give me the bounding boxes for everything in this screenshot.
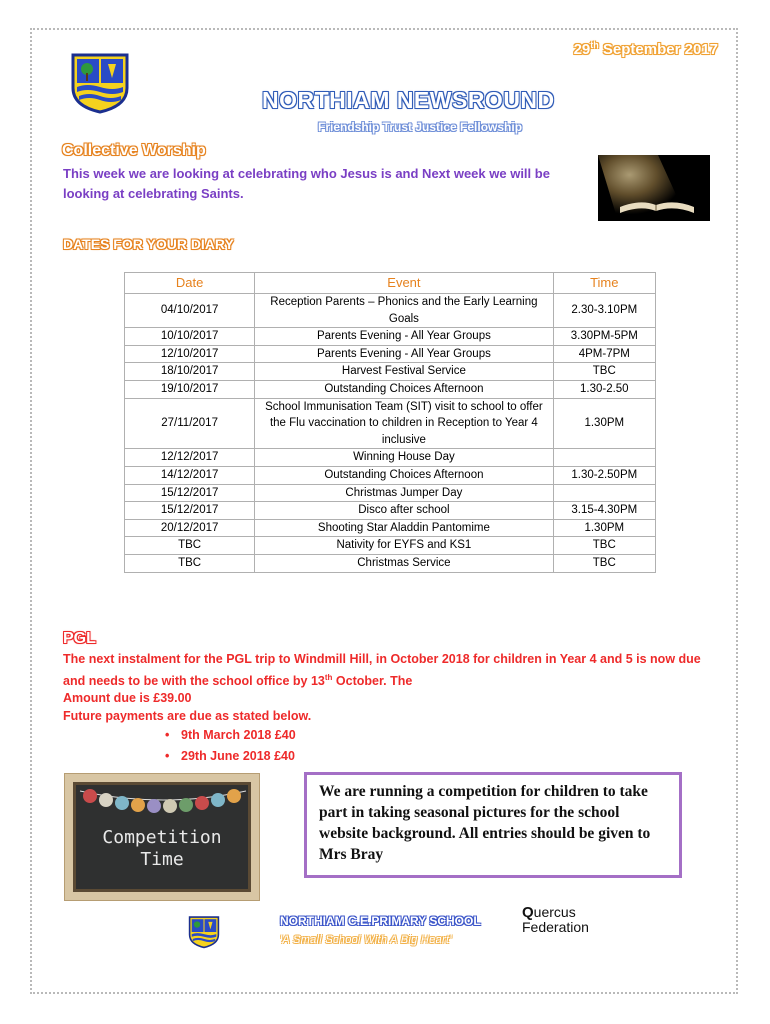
cell-time: TBC [553,363,655,381]
cell-event: Winning House Day [255,449,553,467]
table-row [125,466,656,484]
cell-event: Outstanding Choices Afternoon [255,380,553,398]
cell-event: Shooting Star Aladdin Pantomime [255,519,553,537]
cell-event: Nativity for EYFS and KS1 [255,537,553,555]
diary-table [124,272,656,573]
cell-time: 3.15-4.30PM [553,502,655,520]
column-header-date: Date [125,273,255,294]
cell-event: School Immunisation Team (SIT) visit to school to offer the Flu vaccination to children in Reception to Year 4 inclusive [255,398,553,449]
cell-date: TBC [125,554,255,572]
cell-event: Christmas Service [255,554,553,572]
column-header-event: Event [255,273,553,294]
table-row [125,398,656,449]
cell-date: TBC [125,537,255,555]
cell-time: TBC [553,554,655,572]
cell-event: Outstanding Choices Afternoon [255,466,553,484]
table-row [125,380,656,398]
cell-date: 12/10/2017 [125,345,255,363]
table-row [125,363,656,381]
cell-event: Parents Evening - All Year Groups [255,345,553,363]
cell-time: TBC [553,537,655,555]
cell-time: 1.30-2.50PM [553,466,655,484]
pgl-amount: Amount due is £39.00 [63,691,192,706]
list-item: • 9th March 2018 £40 [165,725,713,746]
cell-event: Christmas Jumper Day [255,484,553,502]
cell-date: 27/11/2017 [125,398,255,449]
table-row [125,554,656,572]
footer-school-name: NORTHIAM C.E.PRIMARY SCHOOL [280,914,481,928]
footer-tagline: 'A Small School With A Big Heart' [280,934,452,946]
newsletter-title: NORTHIAM NEWSROUND [262,87,555,113]
cell-date: 15/12/2017 [125,484,255,502]
quercus-q: Q [522,904,534,921]
footer-crest-logo [188,915,220,949]
chalkboard [73,782,251,892]
table-row [125,519,656,537]
table-row [125,449,656,467]
competition-image-line2: Time [140,849,184,870]
cell-event: Reception Parents – Phonics and the Early Learning Goals [255,294,553,328]
table-row [125,294,656,328]
cell-time: 1.30-2.50 [553,380,655,398]
cell-time: 3.30PM-5PM [553,328,655,346]
diary-heading: DATES FOR YOUR DIARY [63,236,234,252]
list-item: • 29th June 2018 £40 [165,746,713,767]
school-crest-logo [70,52,130,114]
cell-time [553,449,655,467]
table-row [125,484,656,502]
pgl-text [63,651,713,767]
cell-time: 4PM-7PM [553,345,655,363]
cell-event: Harvest Festival Service [255,363,553,381]
table-row [125,328,656,346]
school-motto: Friendship Trust Justice Fellowship [318,120,523,134]
pgl-heading: PGL [63,630,96,647]
worship-heading: Collective Worship [62,142,206,159]
cell-time [553,484,655,502]
quercus-federation-logo: Quercus Federation [522,904,589,935]
table-row [125,345,656,363]
cell-event: Parents Evening - All Year Groups [255,328,553,346]
cell-date: 14/12/2017 [125,466,255,484]
pgl-paragraph: The next instalment for the PGL trip to Windmill Hill, in October 2018 for children in Year 4 and 5 is now due and needs to be with the school office by 13th October. The [63,652,701,688]
cell-date: 18/10/2017 [125,363,255,381]
table-row [125,502,656,520]
table-row [125,537,656,555]
cell-date: 04/10/2017 [125,294,255,328]
competition-time-image [64,773,260,901]
payment-list [63,725,713,767]
cell-time: 2.30-3.10PM [553,294,655,328]
pgl-future-payments: Future payments are due as stated below. [63,708,312,723]
cell-date: 19/10/2017 [125,380,255,398]
cell-event: Disco after school [255,502,553,520]
competition-image-line1: Competition [102,827,222,848]
cell-date: 15/12/2017 [125,502,255,520]
cell-time: 1.30PM [553,398,655,449]
bible-image [598,155,710,221]
competition-notice: We are running a competition for children to take part in taking seasonal pictures for the school website background. All entries should be given to Mrs Bray [304,772,682,878]
cell-date: 20/12/2017 [125,519,255,537]
worship-text: This week we are looking at celebrating who Jesus is and Next week we will be looking at celebrating Saints. [63,166,550,201]
cell-date: 10/10/2017 [125,328,255,346]
newsletter-date: 29th September 2017 [573,40,718,58]
cell-date: 12/12/2017 [125,449,255,467]
table-header-row [125,273,656,294]
cell-time: 1.30PM [553,519,655,537]
column-header-time: Time [553,273,655,294]
